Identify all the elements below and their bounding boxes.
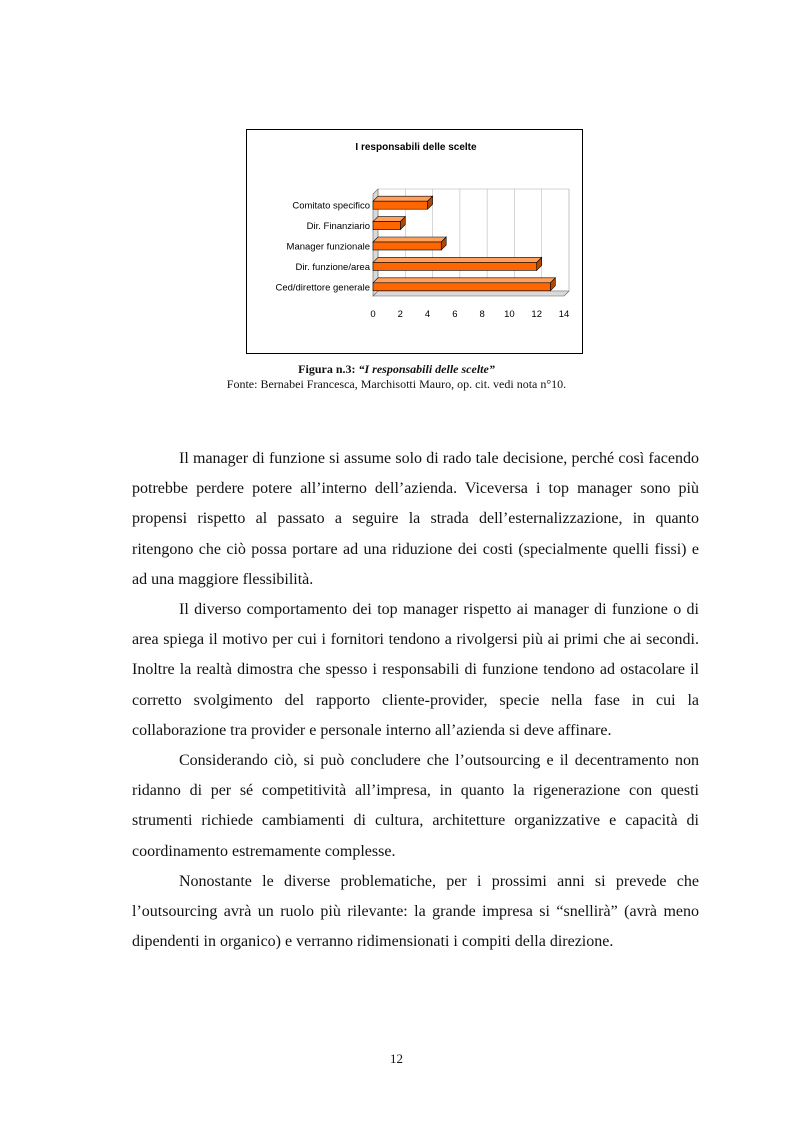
plot-floor [373, 291, 569, 296]
bar-top [373, 278, 555, 283]
x-tick-label: 12 [531, 309, 543, 320]
x-tick-label: 10 [504, 309, 515, 320]
body-text [132, 444, 699, 957]
figure-label: Figura n.3: [298, 362, 356, 376]
x-tick-label: 8 [479, 309, 485, 320]
x-tick-label: 14 [558, 309, 570, 320]
bar [373, 283, 550, 291]
bar [373, 242, 441, 250]
bar-top [373, 196, 433, 201]
figure-caption [0, 362, 793, 377]
chart-figure [246, 129, 583, 354]
paragraph: Il diverso comportamento dei top manager rispetto ai manager di funzione o di area spiega il motivo per cui i fornitori tendono a rivolgersi più ai primi che ai secondi. Inoltre la realtà dimostra che spesso i responsabili di funzione tendono ad ostacolare il corretto svolgimento del rapporto cliente-provider, specie nella fase in cui la collaborazione tra provider e personale interno all’azienda si deve affinare. [132, 601, 699, 739]
category-label: Dir. Finanziario [306, 221, 370, 233]
category-label: Dir. funzione/area [295, 261, 370, 273]
bar-chart [247, 130, 584, 355]
page-number: 12 [390, 1051, 403, 1066]
figure-title: “I responsabili delle scelte” [358, 362, 495, 376]
category-label: Manager funzionale [286, 241, 370, 253]
chart-title: I responsabili delle scelte [355, 142, 477, 153]
figure-source: Fonte: Bernabei Francesca, Marchisotti Mauro, op. cit. vedi nota n°10. [226, 377, 567, 391]
bar-top [373, 217, 405, 222]
bar [373, 201, 428, 209]
bar [373, 262, 537, 270]
x-tick-label: 4 [424, 309, 431, 320]
paragraph: Nonostante le diverse problematiche, per i prossimi anni si prevede che l’outsourcing avrà un ruolo più rilevante: la grande impresa si “snellirà” (avrà meno dipendenti in organico) e verranno ridimensionati i compiti della direzione. [132, 872, 699, 951]
x-tick-label: 0 [370, 309, 376, 320]
paragraph: Il manager di funzione si assume solo di rado tale decisione, perché così facendo potrebbe perdere potere all’interno dell’azienda. Viceversa i top manager sono più propensi rispetto al passato a seguire la strada dell’esternalizzazione, in quanto ritengono che ciò possa portare ad una riduzione dei costi (specialmente quelli fissi) e ad una maggiore flessibilità. [132, 450, 699, 588]
category-label: Comitato specifico [292, 200, 370, 212]
bar-top [373, 237, 446, 242]
x-tick-label: 2 [397, 309, 403, 320]
bar-top [373, 257, 542, 262]
bar [373, 222, 400, 230]
x-tick-label: 6 [452, 309, 458, 320]
paragraph: Considerando ciò, si può concludere che l’outsourcing e il decentramento non ridanno di per sé competitività all’impresa, in quanto la rigenerazione con questi strumenti richiede cambiamenti di cultura, architetture organizzative e capacità di coordinamento estremamente complesse. [132, 752, 699, 860]
category-label: Ced/direttore generale [275, 282, 370, 294]
